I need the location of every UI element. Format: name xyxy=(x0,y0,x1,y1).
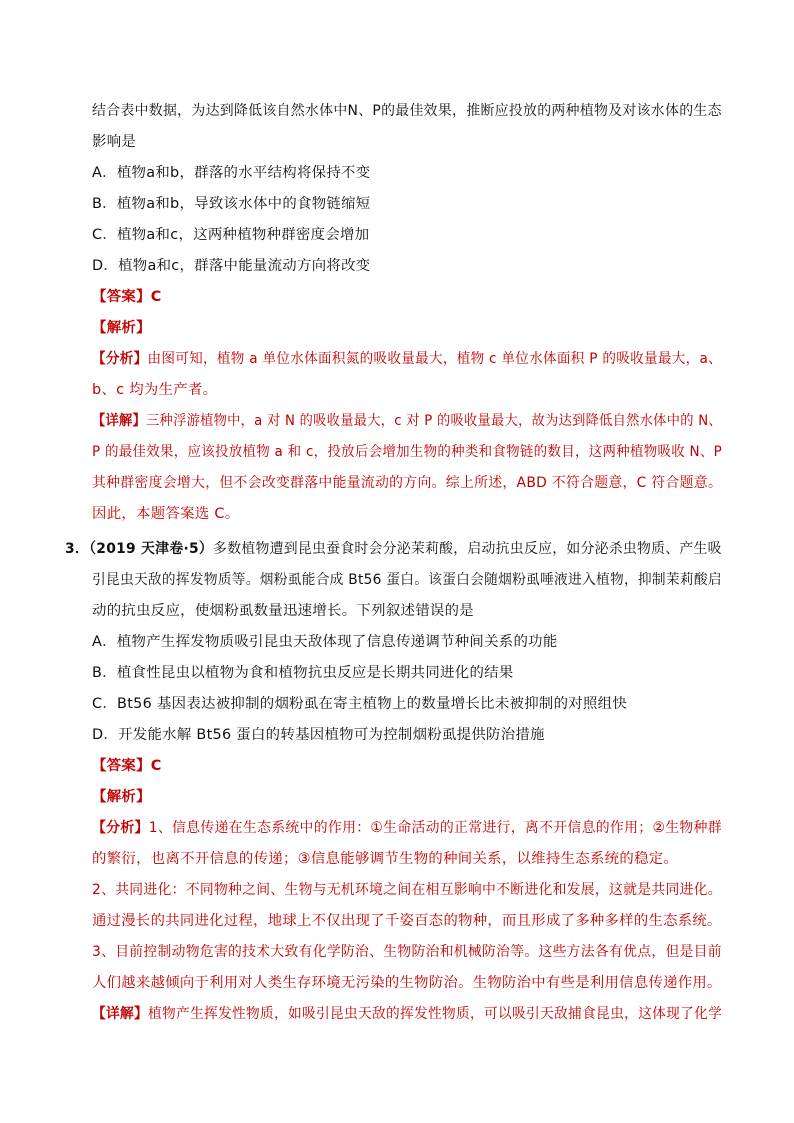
q3-source: （2019 天津卷·5） xyxy=(89,541,214,557)
q3-fenxi-label: 【分析】 xyxy=(92,820,149,836)
q3-fenxi-line-5: 3、目前控制动物危害的技术大致有化学防治、生物防治和机械防治等。这些方法各有优点，但是目前 xyxy=(92,944,722,960)
q3-fenxi-line-3: 2、共同进化：不同物种之间、生物与无机环境之间在相互影响中不断进化和发展，这就是共同进化。 xyxy=(92,882,722,898)
q3-xiangjie-label: 【详解】 xyxy=(92,1006,149,1022)
q2-stem-line-2: 影响是 xyxy=(92,134,137,150)
q2-xiangjie-text-1: 三种浮游植物中，a 对 N 的吸收量最大，c 对 P 的吸收量最大，故为达到降低自然水体中的 N、 xyxy=(146,413,722,429)
q3-fenxi-line-4: 通过漫长的共同进化过程，地球上不仅出现了千姿百态的物种，而且形成了多种多样的生态系统。 xyxy=(92,913,722,929)
q3-number: 3． xyxy=(65,541,90,557)
q3-fenxi-line-2: 的繁衍，也离不开信息的传递；③信息能够调节生物的种间关系，以维持生态系统的稳定。 xyxy=(92,851,679,867)
q3-answer: 【答案】C xyxy=(92,758,162,774)
q2-xiangjie-line-1 xyxy=(92,411,722,431)
q2-option-b: B．植物a和b，导致该水体中的食物链缩短 xyxy=(92,196,371,212)
q3-option-c: C．Bt56 基因表达被抑制的烟粉虱在寄主植物上的数量增长比未被抑制的对照组快 xyxy=(92,696,628,712)
q3-option-a: A．植物产生挥发物质吸引昆虫天敌体现了信息传递调节种间关系的功能 xyxy=(92,634,558,650)
q2-xiangjie-line-3: 其种群密度会增大，但不会改变群落中能量流动的方向。综上所述，ABD 不符合题意，C 符合题意。 xyxy=(92,475,723,491)
q2-stem-line-1: 结合表中数据，为达到降低该自然水体中N、P的最佳效果，推断应投放的两种植物及对该水体的生态 xyxy=(92,103,722,119)
q2-fenxi-text-1: 由图可知，植物 a 单位水体面积氮的吸收量最大，植物 c 单位水体面积 P 的吸收量最大，a、 xyxy=(147,351,722,367)
q2-xiangjie-line-4: 因此，本题答案选 C。 xyxy=(92,506,240,522)
q2-fenxi-line-1 xyxy=(92,349,722,369)
q3-option-d: D．开发能水解 Bt56 蛋白的转基因植物可为控制烟粉虱提供防治措施 xyxy=(92,727,545,743)
q2-xiangjie-line-2: P 的最佳效果，应该投放植物 a 和 c，投放后会增加生物的种类和食物链的数目，这两种植物吸收 N、P xyxy=(92,444,723,460)
q3-fenxi-text-1: 1、信息传递在生态系统中的作用：①生命活动的正常进行，离不开信息的作用；②生物种群 xyxy=(148,820,722,836)
q2-option-c: C．植物a和c，这两种植物种群密度会增加 xyxy=(92,227,370,243)
q2-fenxi-line-2: b、c 均为生产者。 xyxy=(92,382,218,398)
q2-xiangjie-label: 【详解】 xyxy=(92,413,147,429)
q3-stem-line-2: 引昆虫天敌的挥发物质等。烟粉虱能合成 Bt56 蛋白。该蛋白会随烟粉虱唾液进入植物，抑制茉莉酸启 xyxy=(92,572,722,588)
q3-xiangjie-text-1: 植物产生挥发性物质，如吸引昆虫天敌的挥发性物质，可以吸引天敌捕食昆虫，这体现了化学 xyxy=(148,1006,723,1022)
q2-analysis-heading: 【解析】 xyxy=(92,320,151,336)
q2-answer: 【答案】C xyxy=(92,289,162,305)
q2-fenxi-label: 【分析】 xyxy=(92,351,148,367)
q3-stem-first: 多数植物遭到昆虫蚕食时会分泌茉莉酸，启动抗虫反应，如分泌杀虫物质、产生吸 xyxy=(213,541,722,557)
q3-stem-line-3: 动的抗虫反应，使烟粉虱数量迅速增长。下列叙述错误的是 xyxy=(92,603,474,619)
q3-xiangjie-line-1 xyxy=(92,1004,722,1024)
q3-fenxi-line-1 xyxy=(92,818,722,838)
q3-analysis-heading: 【解析】 xyxy=(92,789,151,805)
q3-option-b: B．植食性昆虫以植物为食和植物抗虫反应是长期共同进化的结果 xyxy=(92,665,514,681)
q3-fenxi-line-6: 人们越来越倾向于利用对人类生存环境无污染的生物防治。生物防治中有些是利用信息传递作用。 xyxy=(92,975,722,991)
q2-option-a: A．植物a和b，群落的水平结构将保持不变 xyxy=(92,165,371,181)
q2-option-d: D．植物a和c，群落中能量流动方向将改变 xyxy=(92,258,371,274)
q3-first-line xyxy=(65,539,722,559)
